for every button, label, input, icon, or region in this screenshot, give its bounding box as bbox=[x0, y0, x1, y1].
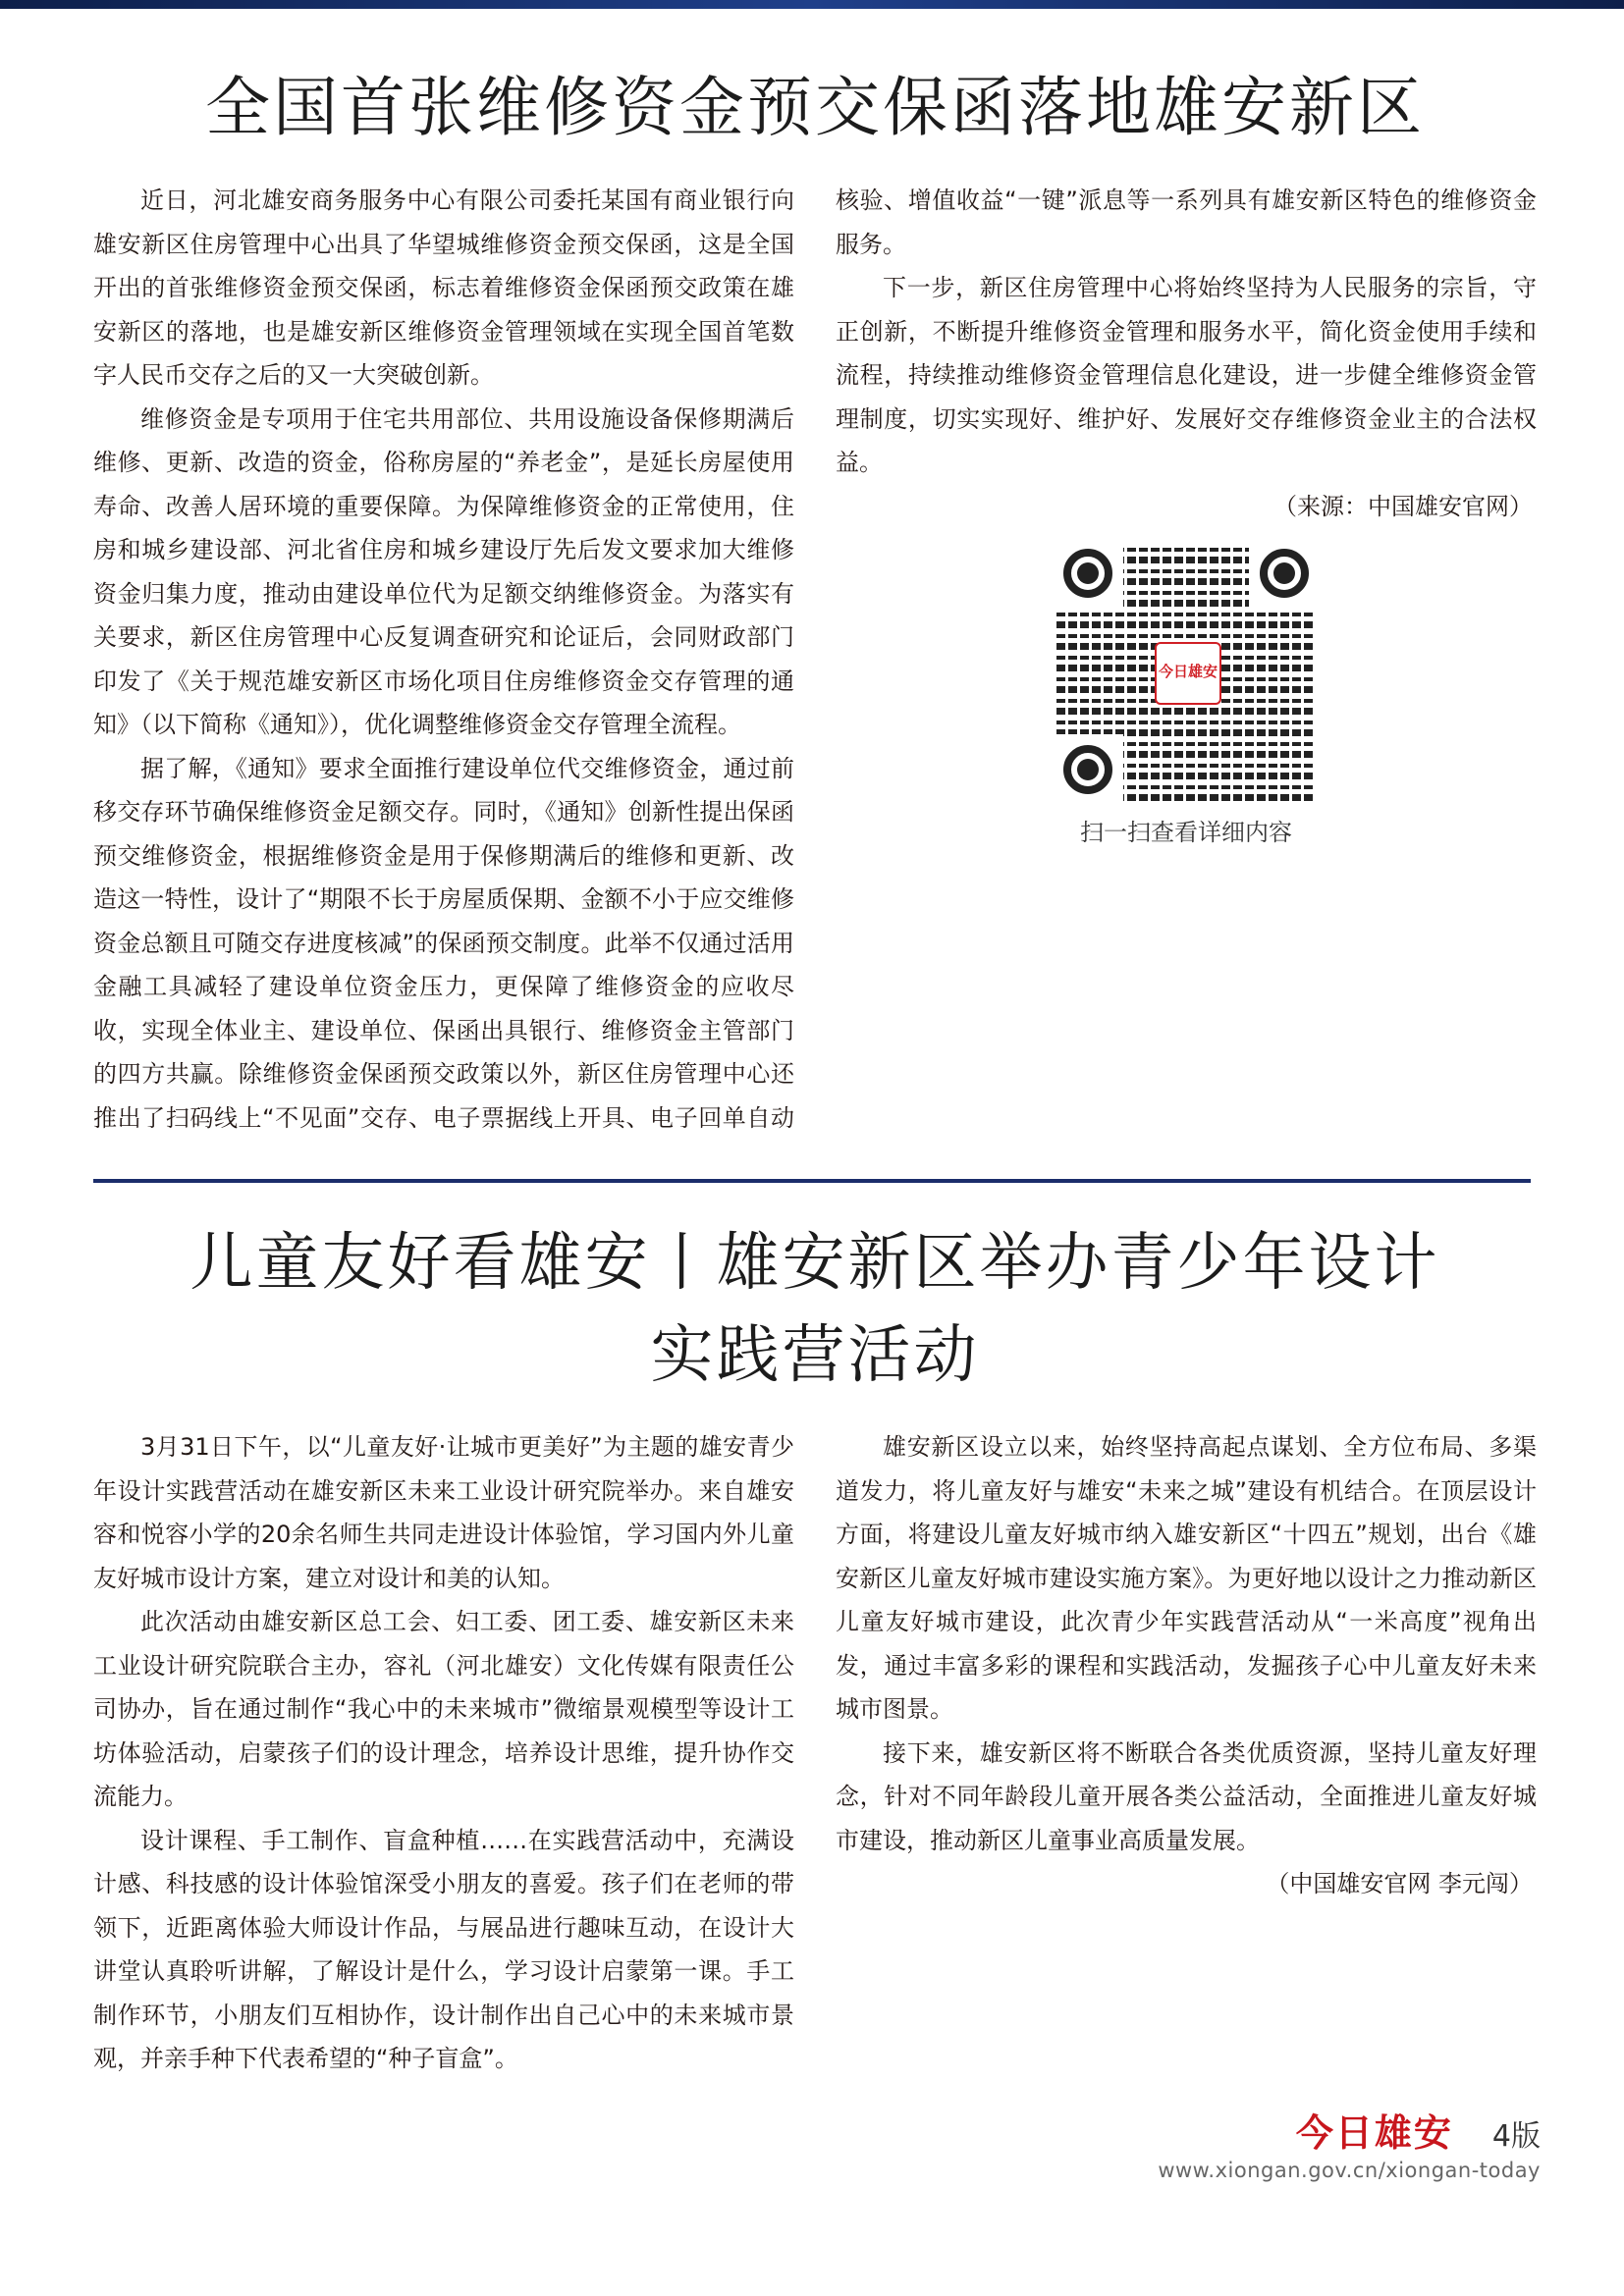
article1-paragraph: 维修资金是专项用于住宅共用部位、共用设施设备保修期满后维修、更新、改造的资金，俗称房屋的“养老金”，是延长房屋使用寿命、改善人居环境的重要保障。为保障维修资金的正常使用，住房和城乡建设部、河北省住房和城乡建设厅先后发文要求加大维修资金归集力度，推动由建设单位代为足额交纳维修资金。为落实有关要求，新区住房管理中心反复调查研究和论证后，会同财政部门印发了《关于规范雄安新区市场化项目住房维修资金交存管理的通知》（以下简称《通知》），优化调整维修资金交存管理全流程。 bbox=[93, 404, 794, 738]
article1-headline: 全国首张维修资金预交保函落地雄安新区 bbox=[205, 70, 1425, 145]
article2-paragraph: 3月31日下午，以“儿童友好·让城市更美好”为主题的雄安青少年设计实践营活动在雄安新区未来工业设计研究院举办。来自雄安容和悦容小学的20余名师生共同走进设计体验馆，学习国内外儿童友好城市设计方案，建立对设计和美的认知。 bbox=[93, 1433, 794, 1592]
article-child-friendly bbox=[93, 1217, 1537, 2083]
article1-source: （来源：中国雄安官网） bbox=[1273, 492, 1533, 520]
article2-body bbox=[93, 1425, 1537, 2083]
article2-paragraph: 设计课程、手工制作、盲盒种植……在实践营活动中，充满设计感、科技感的设计体验馆深受小朋友的喜爱。孩子们在老师的带领下，近距离体验大师设计作品，与展品进行趣味互动，在设计大讲堂认真聆听讲解，了解设计是什么，学习设计启蒙第一课。手工制作环节，小朋友们互相协作，设计制作出自己心中的未来城市景观，并亲手种下代表希望的“种子盲盒”。 bbox=[93, 1826, 794, 2072]
article2-paragraph: 接下来，雄安新区将不断联合各类优质资源，坚持儿童友好理念，针对不同年龄段儿童开展各类公益活动，全面推进儿童友好城市建设，推动新区儿童事业高质量发展。 bbox=[836, 1738, 1537, 1854]
article2-source: （中国雄安官网 李元闯） bbox=[1266, 1870, 1533, 1897]
article2-headline-line1: 儿童友好看雄安丨雄安新区举办青少年设计 bbox=[189, 1227, 1440, 1300]
page-number: 4版 bbox=[1491, 2119, 1541, 2154]
qr-caption: 扫一扫查看详细内容 bbox=[1080, 819, 1292, 846]
qr-finder-icon bbox=[1053, 538, 1123, 609]
qr-code-icon[interactable] bbox=[1056, 542, 1316, 801]
qr-finder-icon bbox=[1249, 538, 1320, 609]
article1-paragraph: 据了解，《通知》要求全面推行建设单位代交维修资金，通过前移交存环节确保维修资金足额交存。同时，《通知》创新性提出保函预交维修资金，根据维修资金是用于保修期满后的维修和更新、改造这一特性，设计了“期限不长于房屋质保期、金额不小于应交维修资金总额且可随交存进度核减”的保函预交制度。此举不仅通过活用金融工具减轻了建设单位资金压力，更保障了维修资金的应收尽收，实现全体业主、建设单位、保函出具银行、维修资金主管部门的四方共赢。除维修资金保函预交政策以外，新区住房管理中心还推出了扫码线上“不见面”交存、电子票据线上开具、电子回单自动核验、增值收益“一键”派息等一系列具有雄安新区特色的维修资金服务。 bbox=[93, 187, 1537, 1132]
page-footer bbox=[1158, 2103, 1541, 2182]
qr-code-block bbox=[836, 528, 1537, 848]
brand-logo: 今日雄安 bbox=[1295, 2110, 1453, 2155]
article1-paragraph: 下一步，新区住房管理中心将始终坚持为人民服务的宗旨，守正创新，不断提升维修资金管理和服务水平，简化资金使用手续和流程，持续推动维修资金管理信息化建设，进一步健全维修资金管理制度，切实实现好、维护好、发展好交存维修资金业主的合法权益。 bbox=[836, 274, 1537, 476]
section-divider bbox=[93, 1179, 1531, 1183]
article1-body bbox=[93, 179, 1537, 1170]
qr-logo: 今日雄安 bbox=[1155, 642, 1221, 705]
article-maintenance-fund bbox=[93, 61, 1537, 1170]
article2-paragraph: 雄安新区设立以来，始终坚持高起点谋划、全方位布局、多渠道发力，将儿童友好与雄安“未来之城”建设有机结合。在顶层设计方面，将建设儿童友好城市纳入雄安新区“十四五”规划，出台《雄安新区儿童友好城市建设实施方案》。为更好地以设计之力推动新区儿童友好城市建设，此次青少年实践营活动从“一米高度”视角出发，通过丰富多彩的课程和实践活动，发掘孩子心中儿童友好未来城市图景。 bbox=[836, 1433, 1537, 1723]
site-url[interactable]: www.xiongan.gov.cn/xiongan-today bbox=[1158, 2159, 1541, 2182]
article2-paragraph: 此次活动由雄安新区总工会、妇工委、团工委、雄安新区未来工业设计研究院联合主办，容礼（河北雄安）文化传媒有限责任公司协办，旨在通过制作“我心中的未来城市”微缩景观模型等设计工坊体验活动，启蒙孩子们的设计理念，培养设计思维，提升协作交流能力。 bbox=[93, 1608, 794, 1810]
article1-paragraph: 近日，河北雄安商务服务中心有限公司委托某国有商业银行向雄安新区住房管理中心出具了华望城维修资金预交保函，这是全国开出的首张维修资金预交保函，标志着维修资金保函预交政策在雄安新区的落地，也是雄安新区维修资金管理领域在实现全国首笔数字人民币交存之后的又一大突破创新。 bbox=[93, 187, 794, 389]
article2-headline-line2: 实践营活动 bbox=[650, 1319, 980, 1392]
top-color-bar bbox=[0, 0, 1624, 9]
qr-finder-icon bbox=[1053, 734, 1123, 805]
article2-headline bbox=[93, 1217, 1537, 1402]
